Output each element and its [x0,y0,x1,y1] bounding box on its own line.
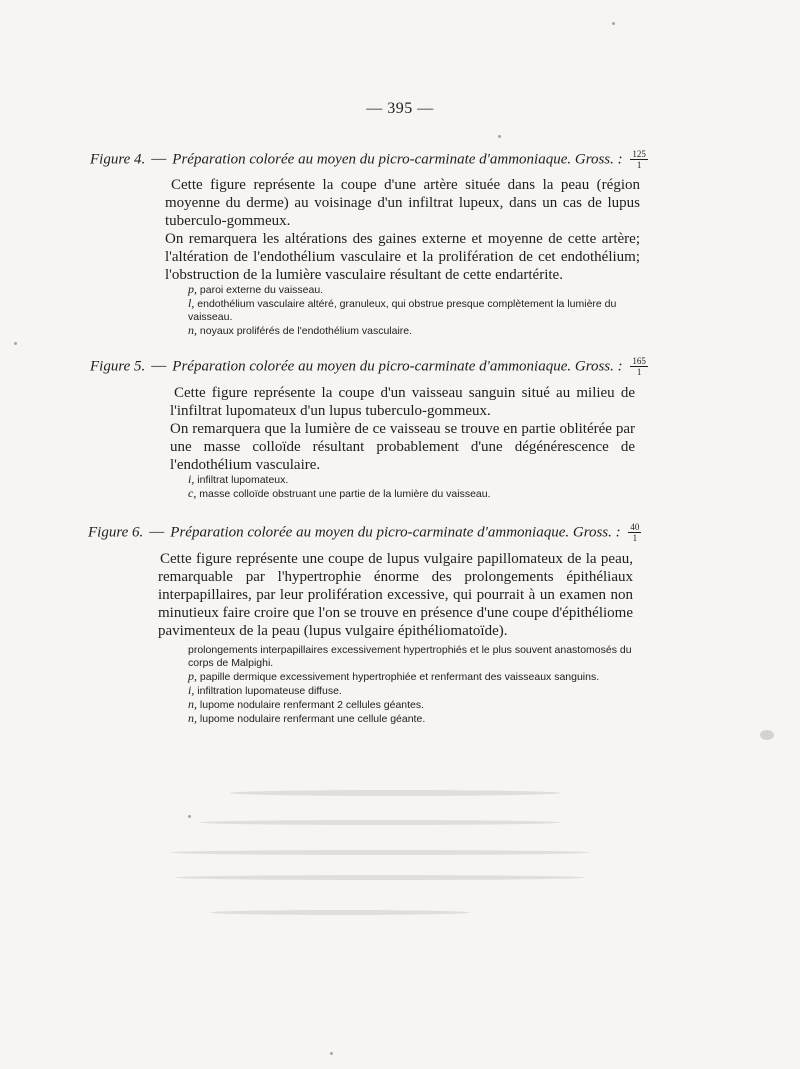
legend-key: n, [188,697,197,711]
magnification-label: Gross. : [572,524,621,541]
legend-text: endothélium vasculaire altéré, granuleux, qui obstrue presque complètement la lumière du vaisseau. [188,298,617,323]
magnification-numerator: 40 [630,522,640,532]
figure-6-legend [188,643,638,726]
legend-item [188,684,638,698]
magnification-fraction [630,357,648,377]
magnification-denominator: 1 [636,367,642,377]
legend-item [188,473,633,487]
dust-speck [760,730,774,740]
heading-dash: — [151,151,167,168]
legend-text: prolongements interpapillaires excessivement hypertrophiés et le plus souvent anastomosés du corps de Malpighi. [188,644,632,669]
legend-item [188,297,633,324]
figure-6-paragraph-1: Cette figure représente une coupe de lupus vulgaire papillomateux de la peau, remarquable par l'hypertrophie énorme des prolongements épithéliaux interpapillaires, par leur prolifération excessive, qui pourrait à un examen non minutieux faire croire que l'on se trouve en présence d'une coupe d'épithéliome pavimenteux de la peau (lupus vulgaire épithéliomatoïde). [158,551,633,639]
show-through-mark [230,790,560,796]
legend-item [188,324,633,338]
magnification-denominator: 1 [636,160,642,170]
heading-dash: — [151,358,167,375]
legend-text: lupome nodulaire renfermant une cellule géante. [199,713,426,725]
figure-4-legend [188,283,633,338]
show-through-mark [175,875,585,880]
magnification-label: Gross. : [574,358,623,375]
figure-4-paragraph-1: Cette figure représente la coupe d'une artère située dans la peau (région moyenne du derme) au voisinage d'un infiltrat lupeux, dans un cas de lupus tuberculo-gommeux. [165,177,640,229]
figure-title: Préparation colorée au moyen du picro-carminate d'ammoniaque. [172,151,572,168]
dust-speck [188,815,191,818]
legend-text: noyaux proliférés de l'endothélium vasculaire. [199,325,413,337]
dust-speck [14,342,17,345]
magnification-fraction [628,523,641,543]
figure-label: Figure 4. [90,151,146,168]
legend-item [188,643,638,670]
figure-label: Figure 6. [88,524,144,541]
legend-text: infiltration lupomateuse diffuse. [197,685,342,697]
legend-key: l, [188,296,195,310]
legend-key: n, [188,711,197,725]
figure-5-heading [90,357,648,377]
legend-text: infiltrat lupomateux. [197,474,289,486]
show-through-mark [210,910,470,915]
figure-6-heading [88,523,641,543]
figure-5-paragraph-2: On remarquera que la lumière de ce vaisseau se trouve en partie oblitérée par une masse colloïde résultant probablement d'une dégénérescence de l'endothélium vasculaire. [170,421,635,473]
legend-key: p, [188,669,197,683]
magnification-label: Gross. : [574,151,623,168]
legend-key: p, [188,282,197,296]
figure-4-paragraph-2: On remarquera les altérations des gaines externe et moyenne de cette artère; l'altération de l'endothélium vasculaire et la prolifération de cet endothélium; l'obstruction de la lumière vasculaire résultant de cette endartérite. [165,231,640,283]
legend-key: c, [188,486,197,500]
dust-speck [498,135,501,138]
figure-title: Préparation colorée au moyen du picro-carminate d'ammoniaque. [170,524,570,541]
dust-speck [612,22,615,25]
legend-key: n, [188,323,197,337]
heading-dash: — [149,524,165,541]
magnification-fraction [630,150,648,170]
legend-key: i, [188,472,195,486]
legend-text: masse colloïde obstruant une partie de la lumière du vaisseau. [199,488,491,500]
legend-item [188,670,638,684]
show-through-mark [170,850,590,855]
legend-item [188,712,638,726]
legend-key: i, [188,683,195,697]
legend-item [188,698,638,712]
page-number: — 395 — [366,100,434,117]
magnification-denominator: 1 [632,533,638,543]
dust-speck [330,1052,333,1055]
figure-5-legend [188,473,633,501]
figure-title: Préparation colorée au moyen du picro-carminate d'ammoniaque. [172,358,572,375]
legend-text: lupome nodulaire renfermant 2 cellules géantes. [199,699,425,711]
figure-5-paragraph-1: Cette figure représente la coupe d'un vaisseau sanguin situé au milieu de l'infiltrat lupomateux d'un lupus tuberculo-gommeux. [170,385,635,419]
figure-4-heading [90,150,648,170]
legend-text: paroi externe du vaisseau. [199,284,324,296]
show-through-mark [200,820,560,825]
magnification-numerator: 165 [632,356,646,366]
legend-item [188,487,633,501]
figure-label: Figure 5. [90,358,146,375]
legend-text: papille dermique excessivement hypertrophiée et renfermant des vaisseaux sanguins. [199,671,600,683]
legend-item [188,283,633,297]
magnification-numerator: 125 [632,149,646,159]
